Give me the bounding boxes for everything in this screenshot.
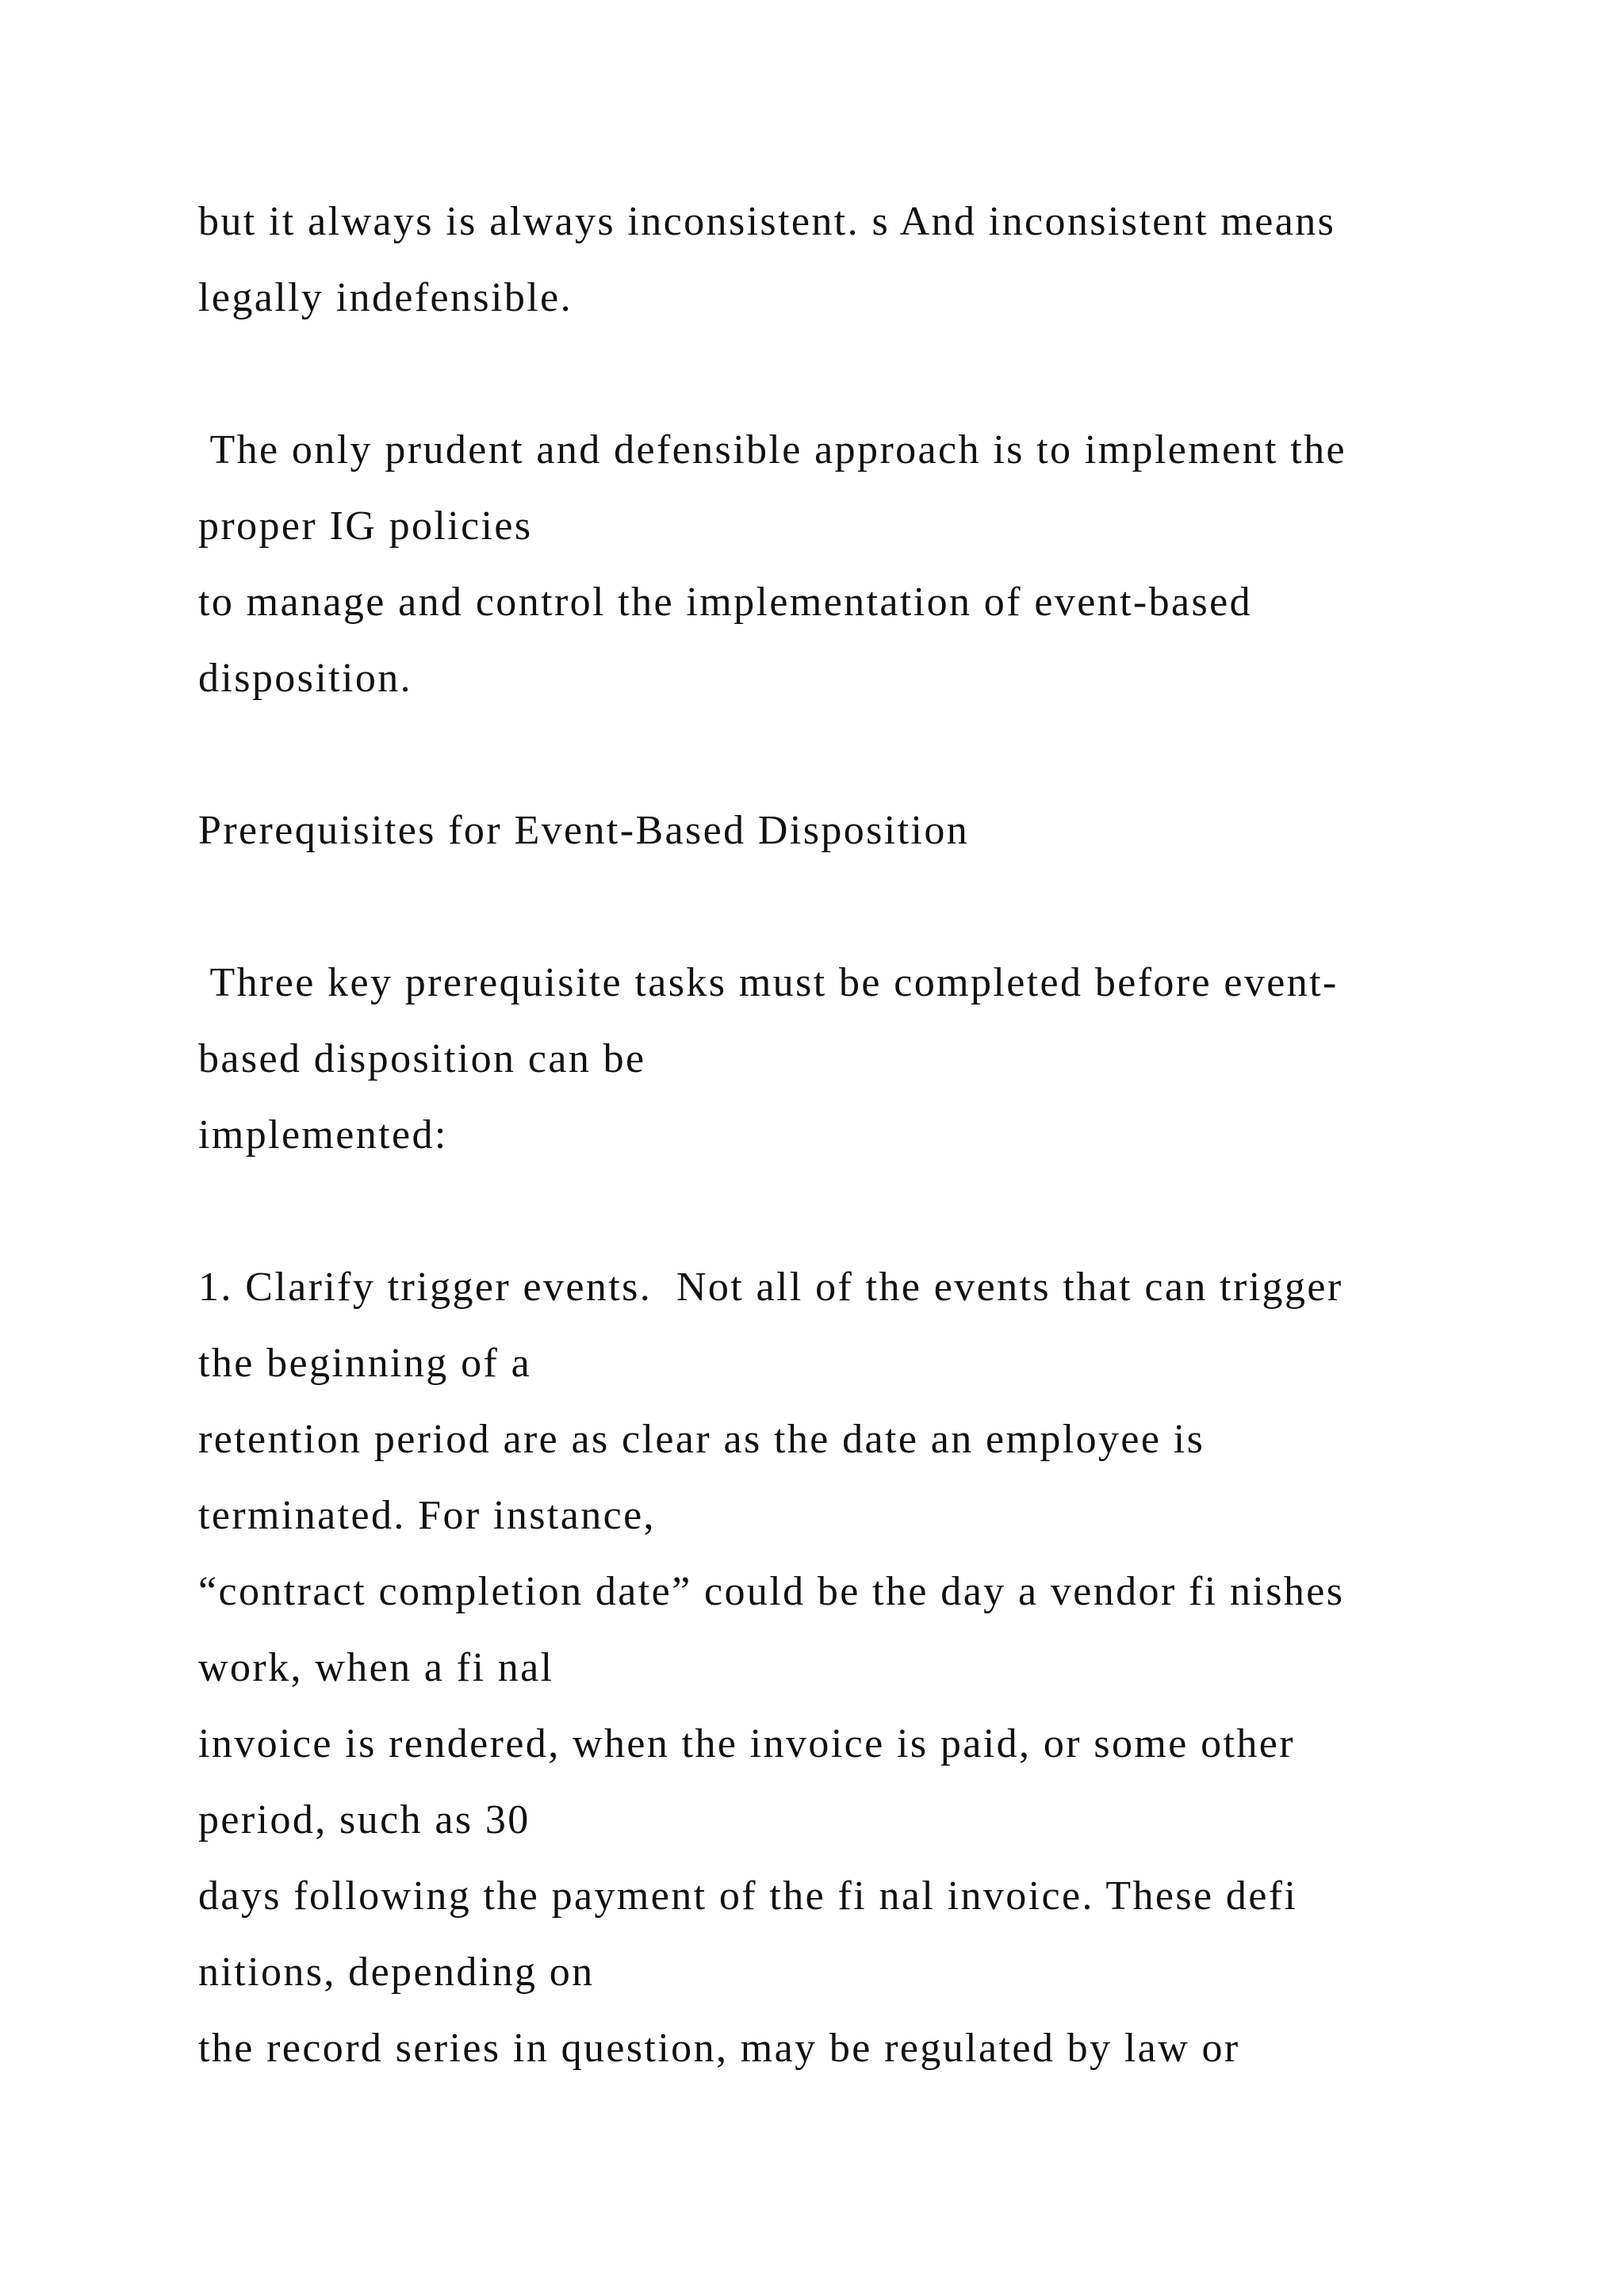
text-line: the record series in question, may be regulated by law or	[198, 2026, 1240, 2071]
text-line: disposition.	[198, 656, 413, 701]
text-line: implemented:	[198, 1112, 448, 1158]
paragraph-spacer	[198, 869, 1546, 945]
text-line: work, when a fi nal	[198, 1645, 554, 1690]
text-line: nitions, depending on	[198, 1950, 595, 1995]
paragraph-prudent-approach	[198, 412, 1546, 717]
text-line: Three key prerequisite tasks must be completed before event-	[198, 960, 1339, 1005]
paragraph-spacer	[198, 336, 1546, 412]
document-body	[198, 184, 1546, 2087]
text-line: based disposition can be	[198, 1036, 646, 1081]
text-line: days following the payment of the fi nal invoice. These defi	[198, 1873, 1298, 1919]
text-line: to manage and control the implementation of event-based	[198, 580, 1253, 625]
paragraph-inconsistency	[198, 184, 1546, 336]
text-line: proper IG policies	[198, 503, 533, 549]
text-line: terminated. For instance,	[198, 1493, 656, 1538]
paragraph-prerequisites-intro	[198, 945, 1546, 1173]
paragraph-spacer	[198, 1173, 1546, 1249]
section-heading	[198, 793, 1546, 869]
text-line: 1. Clarify trigger events. Not all of the events that can trigger	[198, 1265, 1343, 1310]
text-line: invoice is rendered, when the invoice is paid, or some other	[198, 1721, 1295, 1766]
heading-text: Prerequisites for Event-Based Disposition	[198, 808, 970, 853]
text-line: The only prudent and defensible approach is to implement the	[198, 427, 1346, 473]
text-line: “contract completion date” could be the day a vendor fi nishes	[198, 1569, 1345, 1614]
text-line: but it always is always inconsistent. s And inconsistent means	[198, 199, 1336, 244]
text-line: the beginning of a	[198, 1341, 532, 1386]
paragraph-clarify-trigger-events	[198, 1249, 1546, 2087]
paragraph-spacer	[198, 717, 1546, 793]
text-line: legally indefensible.	[198, 275, 573, 320]
text-line: period, such as 30	[198, 1797, 530, 1843]
text-line: retention period are as clear as the date an employee is	[198, 1417, 1205, 1462]
